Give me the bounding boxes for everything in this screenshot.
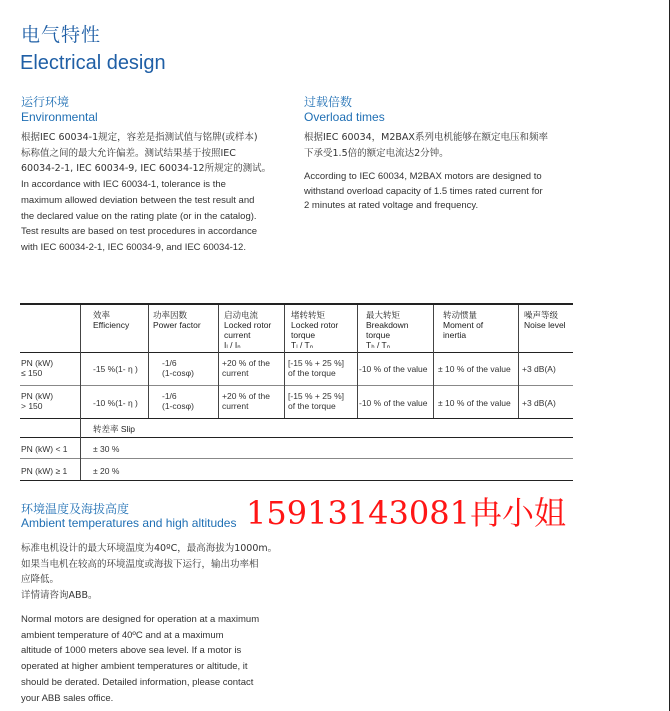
table-cell [288, 358, 344, 378]
cell-line: -1/6 [162, 358, 177, 368]
row-label [21, 391, 53, 411]
header-zh: 功率因数 [153, 310, 188, 320]
environmental-title-zh: 运行环境 [21, 95, 70, 109]
contact-watermark: 15913143081冉小姐 [246, 494, 566, 532]
cell-line: [-15 % + 25 %] [288, 391, 344, 401]
table-cell: +3 dB(A) [522, 398, 556, 408]
column-divider [433, 305, 434, 418]
text-line: In accordance with IEC 60034-1, tolerance is the [21, 179, 226, 191]
slip-row-value: ± 20 % [93, 466, 120, 476]
text-line: 应降低。 [21, 574, 60, 586]
header-zh: 最大转矩 [366, 310, 401, 320]
row-label-line: PN (kW) [21, 358, 54, 368]
cell-line: of the torque [288, 368, 336, 378]
slip-bottom-rule [20, 480, 573, 481]
cell-line: +20 % of the [222, 358, 270, 368]
header-locked-rotor-torque [291, 310, 357, 350]
text-line: 下承受1.5倍的额定电流达2分钟。 [304, 147, 449, 159]
column-divider [218, 305, 219, 418]
text-line: operated at higher ambient temperatures or altitude, it [21, 661, 248, 673]
row-label-line: PN (kW) [21, 391, 54, 401]
table-header-rule [20, 352, 573, 353]
text-line: should be derated. Detailed information, please contact [21, 676, 254, 688]
table-cell: -10 %(1- η ) [93, 398, 138, 408]
table-cell [162, 391, 194, 411]
text-line: your ABB sales office. [21, 692, 114, 704]
header-en: current [224, 330, 251, 340]
text-line: 如果当电机在较高的环境温度或海拔下运行，输出功率相 [21, 558, 259, 570]
table-cell: -10 % of the value [359, 398, 428, 408]
text-line: 详情请咨询ABB。 [21, 590, 98, 602]
header-breakdown-torque [366, 310, 432, 350]
header-en: Efficiency [93, 320, 130, 330]
text-line: withstand overload capacity of 1.5 times rated current for [304, 185, 543, 197]
header-zh: 噪声等级 [524, 310, 559, 320]
table-cell [162, 358, 194, 378]
text-line: the declared value on the rating plate (or in the catalog). [21, 210, 257, 222]
ambient-title-en: Ambient temperatures and high altitudes [21, 516, 237, 530]
ambient-title-zh: 环境温度及海拔高度 [21, 502, 130, 516]
cell-line: (1-cosφ) [162, 401, 194, 411]
row-label-line: > 150 [21, 401, 43, 411]
slip-row-rule [20, 458, 573, 459]
table-top-rule [20, 303, 573, 305]
header-zh: 堵转转矩 [291, 310, 326, 320]
ambient-text-zh [21, 541, 311, 604]
header-en: Noise level [524, 320, 566, 330]
overload-title-en: Overload times [304, 110, 385, 124]
header-en: Power factor [153, 320, 201, 330]
slip-row-label: PN (kW) ≥ 1 [21, 466, 68, 476]
text-line: maximum allowed deviation between the test result and [21, 194, 255, 206]
overload-title-zh: 过载倍数 [304, 95, 353, 109]
text-line: 标准电机设计的最大环境温度为40ºC，最高海拔为1000m。 [21, 543, 278, 554]
row-label [21, 358, 53, 378]
header-zh: 启动电流 [224, 310, 259, 320]
slip-header: 转差率 Slip [93, 424, 136, 434]
slip-row-value: ± 30 % [93, 444, 120, 454]
header-en: Moment of [443, 320, 484, 330]
text-line: 根据IEC 60034，M2BAX系列电机能够在额定电压和频率 [304, 132, 548, 143]
table-cell [288, 391, 344, 411]
column-divider [518, 305, 519, 418]
column-divider [284, 305, 285, 418]
cell-line: current [222, 401, 249, 411]
slip-row-label: PN (kW) < 1 [21, 444, 68, 454]
table-cell: -15 %(1- η ) [93, 364, 138, 374]
text-line: 60034-2-1, IEC 60034-9, IEC 60034-12所规定的测试。 [21, 163, 272, 175]
text-line: According to IEC 60034, M2BAX motors are designed to [304, 171, 542, 182]
ambient-text-en [21, 612, 311, 706]
cell-line: [-15 % + 25 %] [288, 358, 344, 368]
column-divider [357, 305, 358, 418]
header-en: Locked rotor [224, 320, 272, 330]
table-cell: +3 dB(A) [522, 364, 556, 374]
text-line: 标称值之间的最大允许偏差。测试结果基于按照IEC [21, 147, 236, 159]
overload-text-en [304, 170, 604, 214]
cell-line: (1-cosφ) [162, 368, 194, 378]
header-en: inertia [443, 330, 467, 340]
cell-line: -1/6 [162, 391, 177, 401]
text-line: ambient temperature of 40ºC and at a maximum [21, 629, 224, 641]
text-line: Test results are based on test procedures in accordance [21, 226, 258, 238]
table-cell [222, 358, 270, 378]
header-en: Tₕ / Tₙ [366, 340, 391, 350]
header-moment-of-inertia [443, 310, 517, 340]
text-line: Normal motors are designed for operation at a maximum [21, 614, 260, 625]
text-line: with IEC 60034-2-1, IEC 60034-9, and IEC 60034-12. [21, 241, 246, 253]
header-en: Tₗ / Tₙ [291, 340, 314, 350]
environmental-title-en: Environmental [21, 110, 98, 124]
header-locked-rotor-current [224, 310, 284, 350]
table-row-rule [20, 385, 573, 386]
environmental-text [21, 130, 291, 256]
text-line: 2 minutes at rated voltage and frequency. [304, 200, 479, 211]
cell-line: current [222, 368, 249, 378]
slip-header-rule [20, 437, 573, 438]
header-en: Breakdown [366, 320, 409, 330]
header-efficiency [93, 310, 147, 330]
header-zh: 效率 [93, 310, 111, 320]
header-noise-level [524, 310, 574, 330]
column-divider [148, 305, 149, 418]
overload-text-zh [304, 130, 604, 161]
row-label-line: ≤ 150 [21, 368, 43, 378]
table-bottom-rule [20, 418, 573, 419]
header-en: torque [366, 330, 391, 340]
cell-line: +20 % of the [222, 391, 270, 401]
cell-line: of the torque [288, 401, 336, 411]
header-zh: 转动惯量 [443, 310, 478, 320]
page-title-en: Electrical design [20, 52, 166, 74]
table-cell: ± 10 % of the value [438, 364, 511, 374]
text-line: altitude of 1000 meters above sea level. If a motor is [21, 645, 242, 657]
table-cell: -10 % of the value [359, 364, 428, 374]
header-en: Locked rotor [291, 320, 339, 330]
header-power-factor [153, 310, 217, 330]
page-title-zh: 电气特性 [21, 24, 102, 46]
header-en: Iₗ / Iₙ [224, 340, 241, 350]
text-line: 根据IEC 60034-1规定，容差是指测试值与铭牌(或样本) [21, 132, 258, 143]
column-divider [80, 305, 81, 480]
header-en: torque [291, 330, 316, 340]
table-cell [222, 391, 270, 411]
table-cell: ± 10 % of the value [438, 398, 511, 408]
